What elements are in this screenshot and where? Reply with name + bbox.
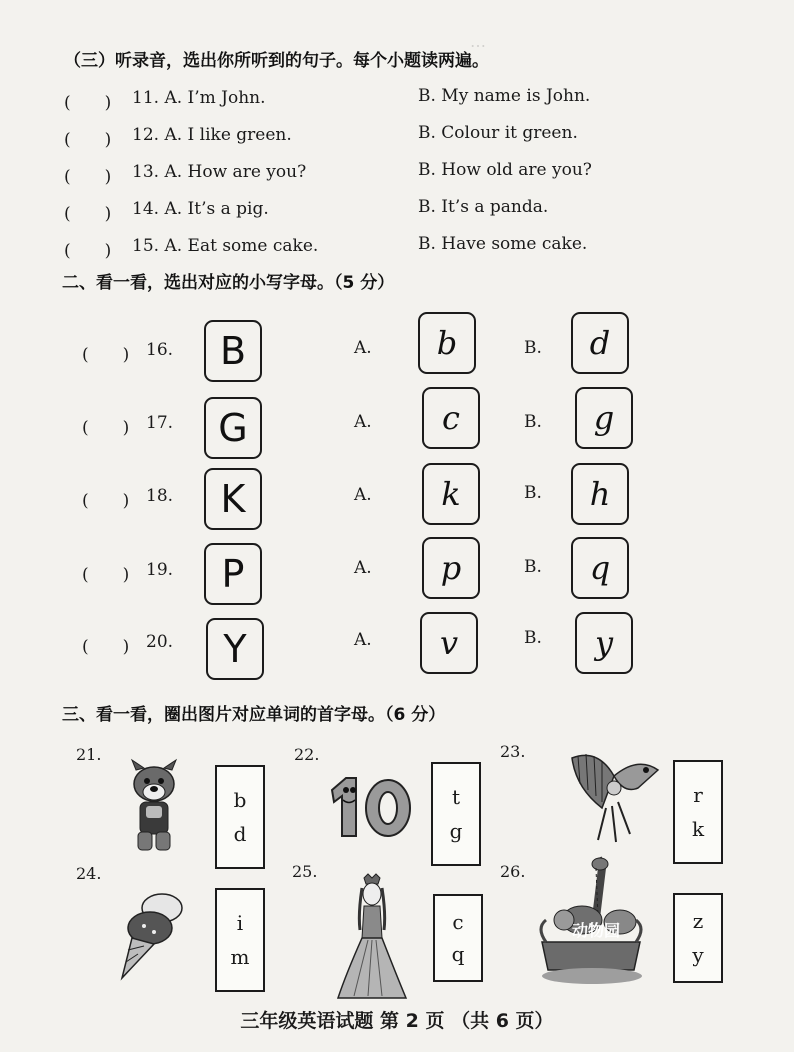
zoo-sign-text: 动物园 [572,921,621,940]
option-b-letter-box[interactable]: g [575,387,633,449]
question-number: 14. [132,199,160,219]
answer-paren[interactable]: ( ) [82,565,130,585]
uppercase-letter-box: P [204,543,262,605]
uppercase-letter-box: Y [206,618,264,680]
option-b: B. How old are you? [418,160,592,180]
question-number: 11. [132,88,160,108]
choice-bottom-letter[interactable]: d [233,822,247,846]
uppercase-letter-box: B [204,320,262,382]
question-number: 12. [132,125,160,145]
choice-top-letter[interactable]: t [451,785,461,809]
option-b-label: B. [524,338,542,358]
answer-paren[interactable]: ( ) [82,345,130,365]
letter-choice-box [673,760,723,864]
letter-choice-box [215,888,265,992]
kite-icon [568,748,664,846]
question-number: 16. [146,340,174,360]
question-number: 25. [292,862,318,881]
option-b: B. It’s a panda. [418,197,549,217]
choice-top-letter[interactable]: i [236,911,244,935]
option-a-letter-box[interactable]: p [422,537,480,599]
answer-paren[interactable]: ( ) [64,130,112,150]
letter-choice-box [433,894,483,982]
answer-paren[interactable]: ( ) [64,167,112,187]
question-number: 18. [146,486,174,506]
option-a: A. I like green. [164,125,292,145]
option-b-label: B. [524,557,542,577]
answer-paren[interactable]: ( ) [64,93,112,113]
option-a-letter-box[interactable]: v [420,612,478,674]
option-b: B. Have some cake. [418,234,588,254]
option-a-label: A. [354,338,372,358]
option-b: B. My name is John. [418,86,591,106]
option-a: A. How are you? [164,162,307,182]
option-a: A. I’m John. [164,88,266,108]
option-b: B. Colour it green. [418,123,578,143]
question-number: 22. [294,745,320,764]
choice-bottom-letter[interactable]: k [691,817,705,841]
question-number: 19. [146,560,174,580]
answer-paren[interactable]: ( ) [82,491,130,511]
section-heading-letters: 二、看一看，选出对应的小写字母。（5 分） [62,273,395,293]
answer-paren[interactable]: ( ) [64,241,112,261]
uppercase-letter-box: K [204,468,262,530]
option-b-letter-box[interactable]: d [571,312,629,374]
option-a-label: A. [354,630,372,650]
question-number: 21. [76,745,102,764]
bleed-text: ⋯ [470,36,486,55]
option-a: A. It’s a pig. [164,199,269,219]
question-number: 20. [146,632,174,652]
choice-top-letter[interactable]: z [692,909,704,933]
option-a-letter-box[interactable]: c [422,387,480,449]
option-a-label: A. [354,412,372,432]
answer-paren[interactable]: ( ) [64,204,112,224]
letter-choice-box [215,765,265,869]
queen-icon [338,874,408,1002]
section-heading-pictures: 三、看一看，圈出图片对应单词的首字母。（6 分） [62,705,446,725]
uppercase-letter-box: G [204,397,262,459]
question-number: 15. [132,236,160,256]
letter-choice-box [431,762,481,866]
option-a-label: A. [354,558,372,578]
option-a-letter-box[interactable]: k [422,463,480,525]
option-a: A. Eat some cake. [164,236,319,256]
option-b-label: B. [524,483,542,503]
option-b-letter-box[interactable]: q [571,537,629,599]
dog-icon [124,762,184,854]
choice-bottom-letter[interactable]: y [692,943,704,967]
option-a-letter-box[interactable]: b [418,312,476,374]
section-heading-listen: （三）听录音，选出你所听到的句子。每个小题读两遍。 [64,51,489,71]
option-b-label: B. [524,628,542,648]
question-number: 26. [500,862,526,881]
option-b-label: B. [524,412,542,432]
choice-bottom-letter[interactable]: m [230,945,250,969]
number-ten-icon [326,772,416,840]
question-number: 13. [132,162,160,182]
option-a-label: A. [354,485,372,505]
question-number: 23. [500,742,526,761]
choice-bottom-letter[interactable]: q [451,942,465,966]
choice-top-letter[interactable]: r [693,783,703,807]
letter-choice-box [673,893,723,983]
page-footer: 三年级英语试题 第 2 页 （共 6 页） [240,1010,554,1032]
answer-paren[interactable]: ( ) [82,637,130,657]
option-b-letter-box[interactable]: y [575,612,633,674]
question-number: 17. [146,413,174,433]
ice-cream-icon [120,888,190,982]
choice-top-letter[interactable]: c [452,910,464,934]
answer-paren[interactable]: ( ) [82,418,130,438]
option-b-letter-box[interactable]: h [571,463,629,525]
choice-top-letter[interactable]: b [233,788,247,812]
question-number: 24. [76,864,102,883]
choice-bottom-letter[interactable]: g [449,819,463,843]
